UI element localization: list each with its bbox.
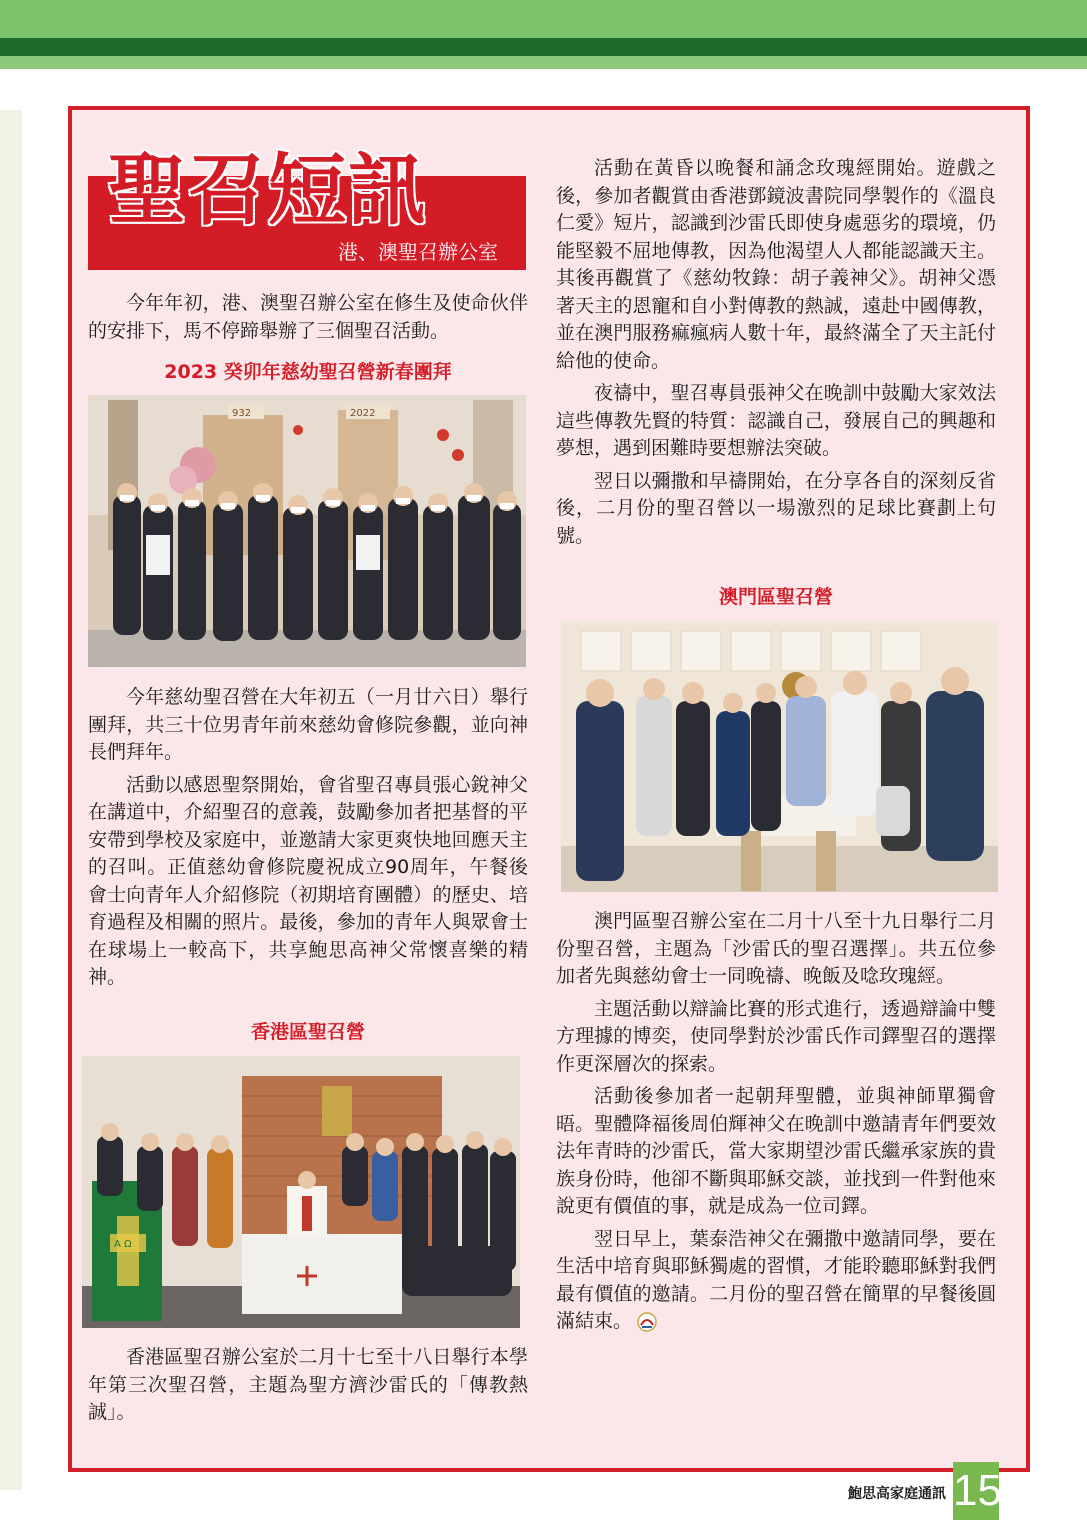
macau-paragraph-1: 澳門區聖召辦公室在二月十八至十九日舉行二月份聖召營，主題為「沙雷氏的聖召選擇」。共五位參加者先與慈幼會士一同晚禱、晚飯及唸玫瑰經。 — [556, 910, 996, 987]
new-year-text — [88, 684, 528, 992]
new-year-paragraph-2: 活動以感恩聖祭開始，會省聖召專員張心銳神父在講道中，介紹聖召的意義，鼓勵參加者把基督的平安帶到學校及家庭中，並邀請大家更爽快地回應天主的召叫。正值慈幼會修院慶祝成立90周年，午餐後會士向青年人介紹修院（初期培育團體）的歷史、培育過程及相關的照片。最後，參加的青年人與眾會士在球場上一較高下，共享鮑思高神父常懷喜樂的精神。 — [88, 773, 528, 988]
new-year-paragraph-1: 今年慈幼聖召營在大年初五（一月廿六日）舉行團拜，共三十位男青年前來慈幼會修院參觀，並向神長們拜年。 — [88, 686, 528, 763]
section-title-macau: 澳門區聖召營 — [718, 586, 833, 608]
macau-paragraph-2: 主題活動以辯論比賽的形式進行，透過辯論中雙方理據的博奕，使同學對於沙雷氏作司鐸聖召的選擇作更深層次的探索。 — [556, 997, 996, 1075]
macau-paragraph-4-text: 翌日早上，葉泰浩神父在彌撒中邀請同學，要在生活中培育與耶穌獨處的習慣，才能聆聽耶穌對我們最有價值的邀請。二月份的聖召營在簡單的早餐後圓滿結束。 — [556, 1227, 996, 1332]
macau-camp-photo — [561, 621, 998, 892]
photo2-banner-text: A Ω — [114, 1239, 132, 1250]
photo1-sign-right: 2022 — [350, 408, 376, 419]
hong-kong-paragraph-1: 香港區聖召辦公室於二月十七至十八日舉行本學年第三次聖召營，主題為聖方濟沙雷氏的「傳教熱誠」。 — [88, 1346, 528, 1423]
section-title-new-year: 2023 癸卯年慈幼聖召營新春團拜 — [164, 361, 452, 383]
macau-paragraph-3: 活動後參加者一起朝拜聖體，並與神師單獨會晤。聖體降福後周伯輝神父在晚訓中邀請青年們要效法年青時的沙雷氏，當大家期望沙雷氏繼承家族的貴族身份時，他卻不斷與耶穌交談，並找到一件對他來說更有價值的事，就是成為一位司鐸。 — [556, 1085, 996, 1217]
hong-kong-camp-photo — [82, 1056, 520, 1328]
intro-block — [88, 290, 528, 345]
publication-name: 鮑思高家庭通訊 — [848, 1486, 946, 1502]
side-band — [0, 110, 22, 1490]
header-band-dark — [0, 38, 1087, 56]
macau-paragraph-4 — [556, 1226, 996, 1336]
hong-kong-text — [88, 1344, 528, 1427]
header-band-thin — [0, 56, 1087, 69]
macau-text — [556, 908, 996, 1336]
evening-activity-paragraph: 活動在黃昏以晚餐和誦念玫瑰經開始。遊戲之後，參加者觀賞由香港鄧鏡波書院同學製作的《溫良仁愛》短片，認識到沙雷氏即使身處惡劣的環境，仍能堅毅不屈地傳教，因為他渴望人人都能認識天主。其後再觀賞了《慈幼牧錄：胡子義神父》。胡神父憑著天主的恩寵和自小對傳教的熱誠，遠赴中國傳教，並在澳門服務痲瘋病人數十年，最終滿全了天主託付給他的使命。 — [556, 157, 996, 372]
page-number: 15 — [953, 1462, 999, 1520]
page-subtitle: 港、澳聖召辦公室 — [338, 240, 498, 264]
photo1-sign-left: 932 — [232, 408, 252, 419]
night-prayer-paragraph: 夜禱中，聖召專員張神父在晚訓中鼓勵大家效法這些傳教先賢的特質：認識自己，發展自己的興趣和夢想，遇到困難時要想辦法突破。 — [556, 382, 996, 459]
next-day-paragraph: 翌日以彌撒和早禱開始，在分享各自的深刻反省後，二月份的聖召營以一場激烈的足球比賽劃上句號。 — [556, 469, 996, 547]
new-year-group-photo — [88, 395, 526, 667]
salesian-logo-icon — [636, 1311, 658, 1333]
intro-paragraph: 今年年初，港、澳聖召辦公室在修生及使命伙伴的安排下，馬不停蹄舉辦了三個聖召活動。 — [88, 292, 528, 342]
right-column-text — [556, 155, 996, 550]
page-title: 聖召短訊 — [108, 145, 429, 236]
section-title-hong-kong: 香港區聖召營 — [250, 1021, 365, 1043]
header-band-light — [0, 0, 1087, 38]
